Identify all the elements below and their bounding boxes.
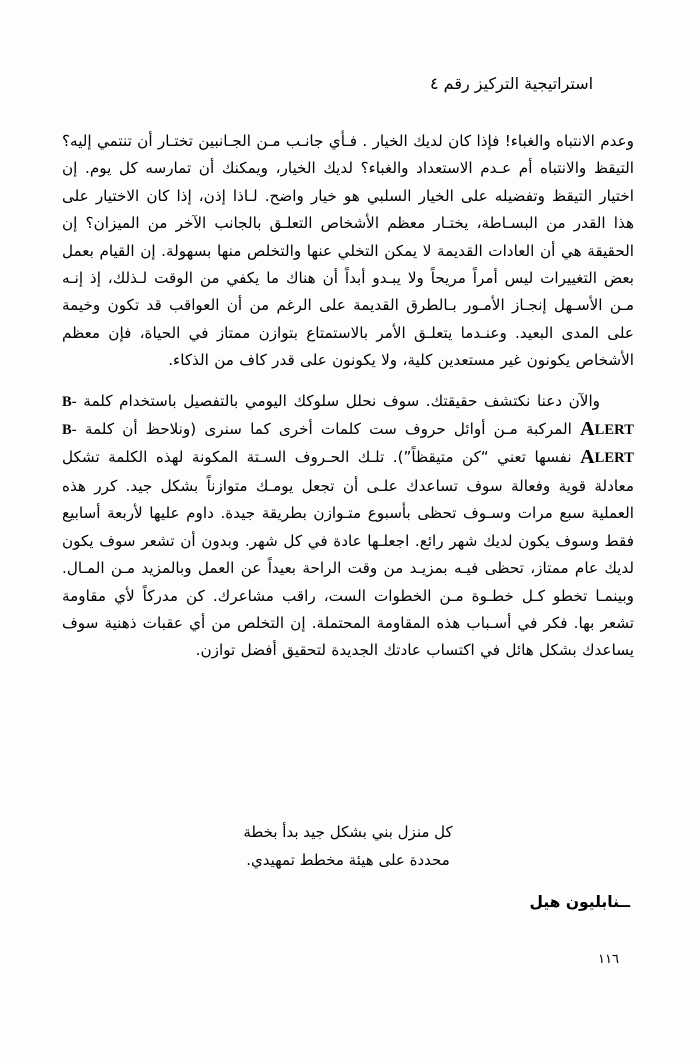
paragraph-2 (62, 388, 634, 665)
pull-quote (62, 818, 634, 874)
paragraph-2-segment-text-2: المركبة مـن أوائل حروف ست كلمات أخرى كما سنرى (ونلاحظ أن كلمة (76, 420, 581, 439)
running-header (0, 74, 698, 93)
quote-attribution: ــنابليون هيل (529, 893, 630, 911)
acronym-rest-2: LERT (594, 450, 634, 467)
acronym-lead-2: B- (62, 422, 77, 439)
running-header-text-wrap (430, 74, 698, 93)
page-number: ١١٦ (598, 952, 619, 967)
body-text-column (62, 128, 634, 665)
acronym-lead-1: B- (62, 393, 77, 410)
pull-quote-line-2: محددة على هيئة مخطط تمهيدي. (246, 851, 450, 869)
paragraph-1: وعدم الانتباه والغباء! فإذا كان لديك الخيار . فـأي جانـب مـن الجـانبين تختـار أن تنتمي إليه؟ التيقظ والانتباه أم عـدم الاستعداد والغباء؟ لديك الخيار، ويمكنك أن تمارسه كل يوم. إن اختيار التيقظ وتفضيله على الخيار السلبي هو خيار واضح. لـاذا إذن، إذا كان الاختيار على هذا القدر من البسـاطة، يختـار معظم الأشخاص التعلـق بالجانب الآخر من الميزان؟ إن الحقيقة هي أن العادات القديمة لا يمكن التخلي عنها والتخلص منها بسهولة. إن القيام بعمل بعض التغييرات ليس أمراً مريحاً ولا يبـدو أبداً أن هناك ما يكفي من الوقت لـذلك، إذ إنـه مـن الأسـهل إنجـاز الأمـور بـالطرق القديمة على الرغم من أن العواقب قد تكون وخيمة على المدى البعيد. وعنـدما يتعلـق الأمر بالاستمتاع بتوازن ممتاز في الحياة، فإن معظم الأشخاص يكونون غير مستعدين كلية، ولا يكونون على قدر كاف من الذكاء. (62, 132, 634, 370)
paragraph-2-segment-text-1: والآن دعنا نكتشف حقيقتك. سوف نحلل سلوكك اليومي بالتفصيل باستخدام كلمة (76, 391, 600, 410)
pull-quote-line-1: كل منزل بني بشكل جيد بدأ بخطة (243, 823, 453, 841)
acronym-rest-1: LERT (594, 422, 634, 439)
acronym-cap-2: A (580, 446, 595, 469)
paragraph-2-segment-text-3: نفسها تعني “كن متيقظاً”). تلـك الحـروف السـتة المكونة لهذه الكلمة تشكل معادلة قوية وفعالة سوف تساعدك علـى أن تجعل يومـك متوازناً بشكل جيد. كرر هذه العملية سبع مرات وسـوف تحظى بأسبوع متـوازن بطريقة جيدة. داوم عليها لأربعة أسابيع فقط وسوف يكون لديك شهر رائع. اجعلـها عادة في كل شهر. وبدون أن تشعر سوف يكون لديك عام ممتاز، تحظى فيـه بمزيـد من وقت الراحة بعيداً عن العمل وبالمزيد مـن المـال. وبينمـا تخطو كـل خطـوة مـن الخطوات الست، راقب مشاعرك. كن مدركاً لأي مقاومة تشعر بها. فكر في أسـباب هذه المقاومة المحتملة. إن التخلص من أي عقبات ذهنية سوف يساعدك بشكل هائل في اكتساب عادتك الجديدة لتحقيق أفضل توازن. (62, 448, 634, 660)
acronym-cap-1: A (580, 418, 595, 441)
running-header-title: استراتيجية التركيز رقم ٤ (430, 74, 594, 93)
